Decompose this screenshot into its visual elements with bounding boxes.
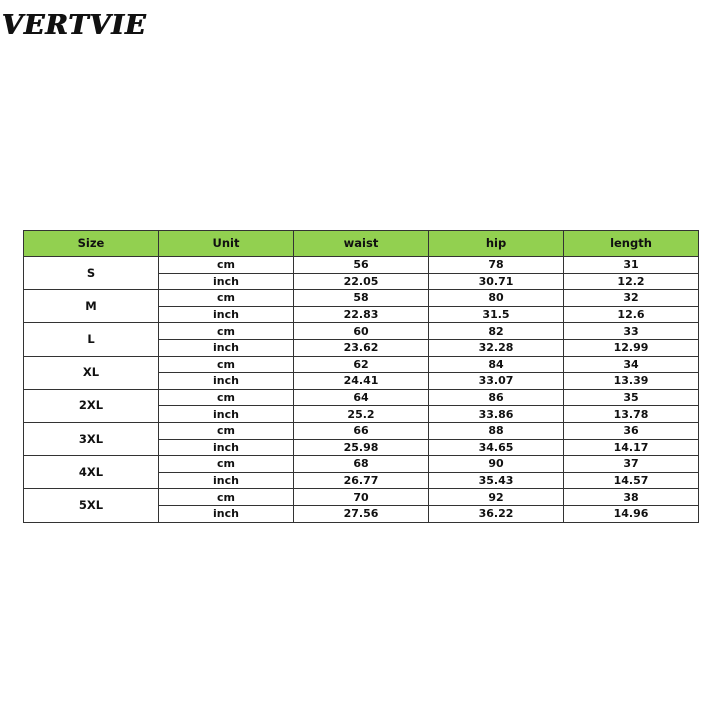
hip-cell: 36.22 bbox=[429, 505, 564, 522]
table-row bbox=[24, 389, 699, 406]
header-unit: Unit bbox=[159, 231, 294, 257]
unit-cell: cm bbox=[159, 489, 294, 506]
length-cell: 14.17 bbox=[564, 439, 699, 456]
waist-cell: 64 bbox=[294, 389, 429, 406]
length-cell: 34 bbox=[564, 356, 699, 373]
length-cell: 35 bbox=[564, 389, 699, 406]
unit-cell: inch bbox=[159, 439, 294, 456]
waist-cell: 66 bbox=[294, 422, 429, 439]
hip-cell: 92 bbox=[429, 489, 564, 506]
hip-cell: 30.71 bbox=[429, 273, 564, 290]
length-cell: 13.39 bbox=[564, 373, 699, 390]
waist-cell: 60 bbox=[294, 323, 429, 340]
waist-cell: 68 bbox=[294, 456, 429, 473]
length-cell: 12.2 bbox=[564, 273, 699, 290]
size-cell: S bbox=[24, 257, 159, 290]
length-cell: 13.78 bbox=[564, 406, 699, 423]
length-cell: 31 bbox=[564, 257, 699, 274]
waist-cell: 24.41 bbox=[294, 373, 429, 390]
waist-cell: 70 bbox=[294, 489, 429, 506]
size-cell: XL bbox=[24, 356, 159, 389]
table-row bbox=[24, 323, 699, 340]
length-cell: 38 bbox=[564, 489, 699, 506]
length-cell: 12.99 bbox=[564, 339, 699, 356]
length-cell: 12.6 bbox=[564, 306, 699, 323]
hip-cell: 78 bbox=[429, 257, 564, 274]
length-cell: 37 bbox=[564, 456, 699, 473]
unit-cell: cm bbox=[159, 323, 294, 340]
hip-cell: 31.5 bbox=[429, 306, 564, 323]
table-header-row bbox=[24, 231, 699, 257]
waist-cell: 25.98 bbox=[294, 439, 429, 456]
hip-cell: 35.43 bbox=[429, 472, 564, 489]
header-hip: hip bbox=[429, 231, 564, 257]
size-chart-table bbox=[23, 230, 699, 523]
hip-cell: 84 bbox=[429, 356, 564, 373]
hip-cell: 82 bbox=[429, 323, 564, 340]
table-row bbox=[24, 290, 699, 307]
header-waist: waist bbox=[294, 231, 429, 257]
table-row bbox=[24, 422, 699, 439]
waist-cell: 58 bbox=[294, 290, 429, 307]
unit-cell: inch bbox=[159, 406, 294, 423]
length-cell: 36 bbox=[564, 422, 699, 439]
hip-cell: 32.28 bbox=[429, 339, 564, 356]
table-row bbox=[24, 456, 699, 473]
hip-cell: 33.86 bbox=[429, 406, 564, 423]
waist-cell: 23.62 bbox=[294, 339, 429, 356]
unit-cell: inch bbox=[159, 505, 294, 522]
header-length: length bbox=[564, 231, 699, 257]
unit-cell: inch bbox=[159, 306, 294, 323]
header-size: Size bbox=[24, 231, 159, 257]
unit-cell: inch bbox=[159, 472, 294, 489]
length-cell: 14.96 bbox=[564, 505, 699, 522]
hip-cell: 33.07 bbox=[429, 373, 564, 390]
size-cell: L bbox=[24, 323, 159, 356]
unit-cell: cm bbox=[159, 389, 294, 406]
waist-cell: 56 bbox=[294, 257, 429, 274]
table-body bbox=[24, 257, 699, 523]
unit-cell: cm bbox=[159, 257, 294, 274]
waist-cell: 25.2 bbox=[294, 406, 429, 423]
unit-cell: cm bbox=[159, 356, 294, 373]
unit-cell: cm bbox=[159, 456, 294, 473]
size-cell: 4XL bbox=[24, 456, 159, 489]
table-row bbox=[24, 489, 699, 506]
waist-cell: 27.56 bbox=[294, 505, 429, 522]
unit-cell: inch bbox=[159, 273, 294, 290]
brand-logo: VERTVIE bbox=[2, 10, 147, 41]
table-row bbox=[24, 257, 699, 274]
hip-cell: 90 bbox=[429, 456, 564, 473]
hip-cell: 86 bbox=[429, 389, 564, 406]
length-cell: 33 bbox=[564, 323, 699, 340]
waist-cell: 22.83 bbox=[294, 306, 429, 323]
table-row bbox=[24, 356, 699, 373]
length-cell: 32 bbox=[564, 290, 699, 307]
waist-cell: 26.77 bbox=[294, 472, 429, 489]
size-cell: 5XL bbox=[24, 489, 159, 522]
hip-cell: 34.65 bbox=[429, 439, 564, 456]
unit-cell: cm bbox=[159, 290, 294, 307]
size-cell: 3XL bbox=[24, 422, 159, 455]
hip-cell: 80 bbox=[429, 290, 564, 307]
waist-cell: 62 bbox=[294, 356, 429, 373]
unit-cell: cm bbox=[159, 422, 294, 439]
unit-cell: inch bbox=[159, 339, 294, 356]
waist-cell: 22.05 bbox=[294, 273, 429, 290]
unit-cell: inch bbox=[159, 373, 294, 390]
size-cell: 2XL bbox=[24, 389, 159, 422]
length-cell: 14.57 bbox=[564, 472, 699, 489]
hip-cell: 88 bbox=[429, 422, 564, 439]
size-cell: M bbox=[24, 290, 159, 323]
